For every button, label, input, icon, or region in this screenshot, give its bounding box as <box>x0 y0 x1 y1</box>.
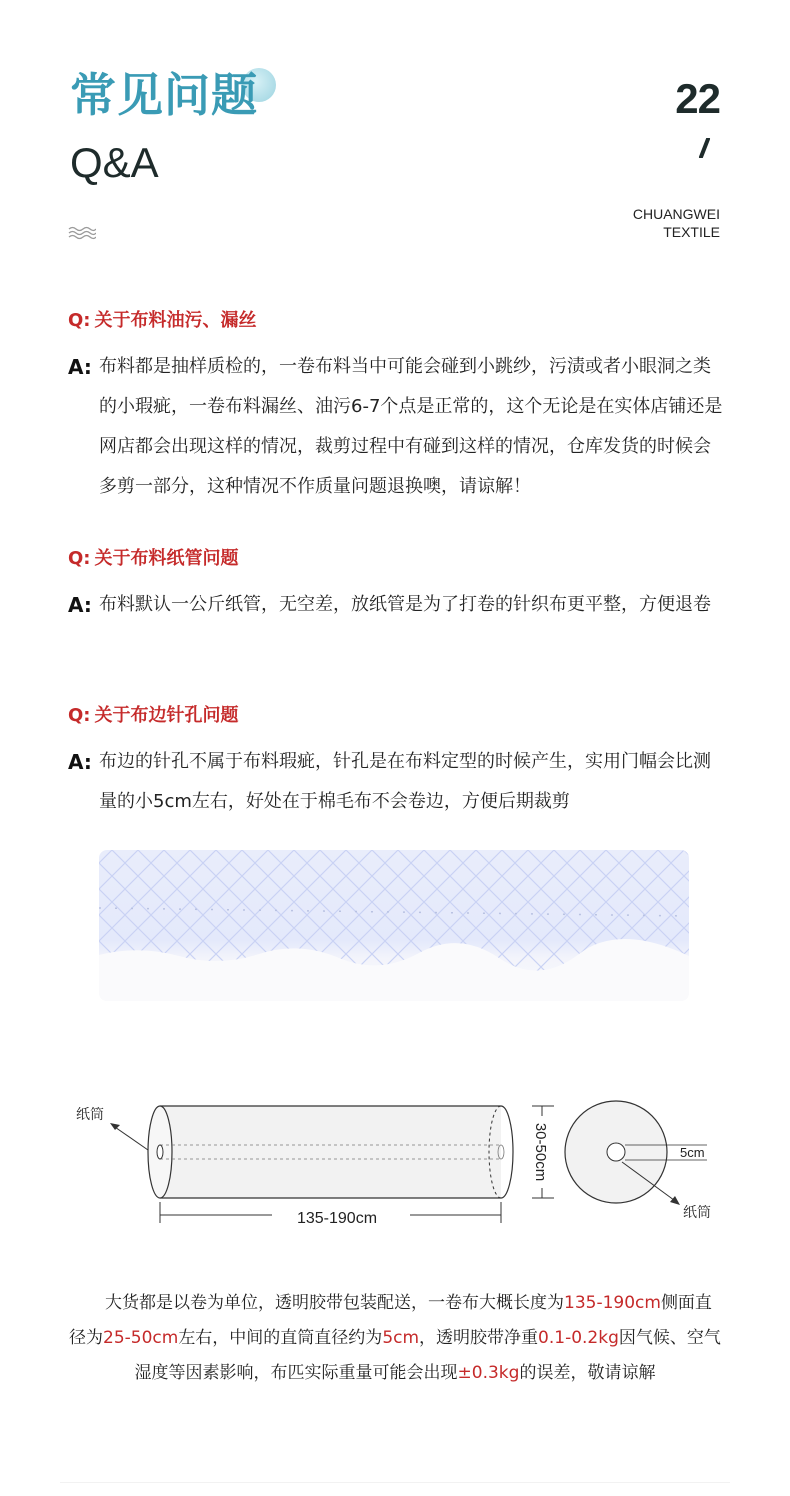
question-text: 关于布边针孔问题 <box>94 705 239 726</box>
description-text: ，透明胶带净重 <box>419 1328 539 1348</box>
left-tube-label: 纸筒 <box>76 1106 104 1122</box>
page-number: 22 <box>675 75 720 122</box>
description-text: 大货都是以卷为单位，透明胶带包装配送，一卷布大概长度为 <box>105 1293 564 1313</box>
fabric-edge-photo <box>99 850 689 1001</box>
slash-decor-icon <box>697 138 713 158</box>
answer-3 <box>68 742 728 822</box>
fabric-texture <box>99 850 689 1001</box>
fabric-roll-diagram <box>60 1090 730 1240</box>
answer-text: 布边的针孔不属于布料瑕疵，针孔是在布料定型的时候产生，实用门幅会比测量的小5cm左右，好处在于棉毛布不会卷边，方便后期裁剪 <box>99 751 711 812</box>
question-2 <box>68 544 239 570</box>
question-1 <box>68 306 257 332</box>
highlight-length: 135-190cm <box>564 1293 661 1313</box>
description-text: 侧面直 <box>660 1293 712 1313</box>
brand-line-2: TEXTILE <box>663 224 720 240</box>
right-tube-label: 纸筒 <box>683 1204 711 1220</box>
description-text: 左右，中间的直筒直径约为 <box>178 1328 383 1348</box>
description-line-2 <box>60 1321 730 1356</box>
description-text: 湿度等因素影响，布匹实际重量可能会出现 <box>134 1363 458 1383</box>
core-diameter-label: 5cm <box>680 1145 705 1160</box>
highlight-weight-error: ±0.3kg <box>457 1363 520 1383</box>
question-text: 关于布料油污、漏丝 <box>94 310 257 331</box>
description-text: 径为 <box>69 1328 103 1348</box>
packing-description <box>60 1286 730 1391</box>
page-title: 常见问题 <box>70 68 258 122</box>
wave-icon <box>68 226 96 240</box>
answer-mark: A: <box>68 593 92 617</box>
question-3 <box>68 701 239 727</box>
description-text: 因气候、空气 <box>618 1328 721 1348</box>
question-mark: Q: <box>68 548 91 569</box>
question-mark: Q: <box>68 310 91 331</box>
diameter-label: 30-50cm <box>532 1122 549 1182</box>
page-subtitle: Q&A <box>70 139 159 186</box>
answer-text: 布料默认一公斤纸管，无空差，放纸管是为了打卷的针织布更平整，方便退卷 <box>99 594 711 615</box>
description-text: 的误差，敬请谅解 <box>519 1363 656 1383</box>
description-line-1 <box>60 1286 730 1321</box>
answer-mark: A: <box>68 750 92 774</box>
answer-text: 布料都是抽样质检的，一卷布料当中可能会碰到小跳纱，污渍或者小眼洞之类的小瑕疵，一卷布料漏丝、油污6-7个点是正常的，这个无论是在实体店铺还是网店都会出现这样的情况，裁剪过程中有碰到这样的情况，仓库发货的时候会多剪一部分，这种情况不作质量问题退换噢，请谅解！ <box>99 356 723 497</box>
highlight-diameter: 25-50cm <box>103 1328 179 1348</box>
question-mark: Q: <box>68 705 91 726</box>
answer-1 <box>68 347 728 507</box>
description-line-3 <box>60 1356 730 1391</box>
bottom-divider <box>60 1482 730 1483</box>
highlight-core: 5cm <box>382 1328 420 1348</box>
brand-line-1: CHUANGWEI <box>632 206 720 222</box>
length-label: 135-190cm <box>296 1210 378 1227</box>
roll-side-view <box>148 1106 513 1198</box>
brand-name <box>633 205 720 241</box>
answer-2 <box>68 585 728 625</box>
question-text: 关于布料纸管问题 <box>94 548 239 569</box>
highlight-tape-weight: 0.1-0.2kg <box>538 1328 619 1348</box>
answer-mark: A: <box>68 355 92 379</box>
